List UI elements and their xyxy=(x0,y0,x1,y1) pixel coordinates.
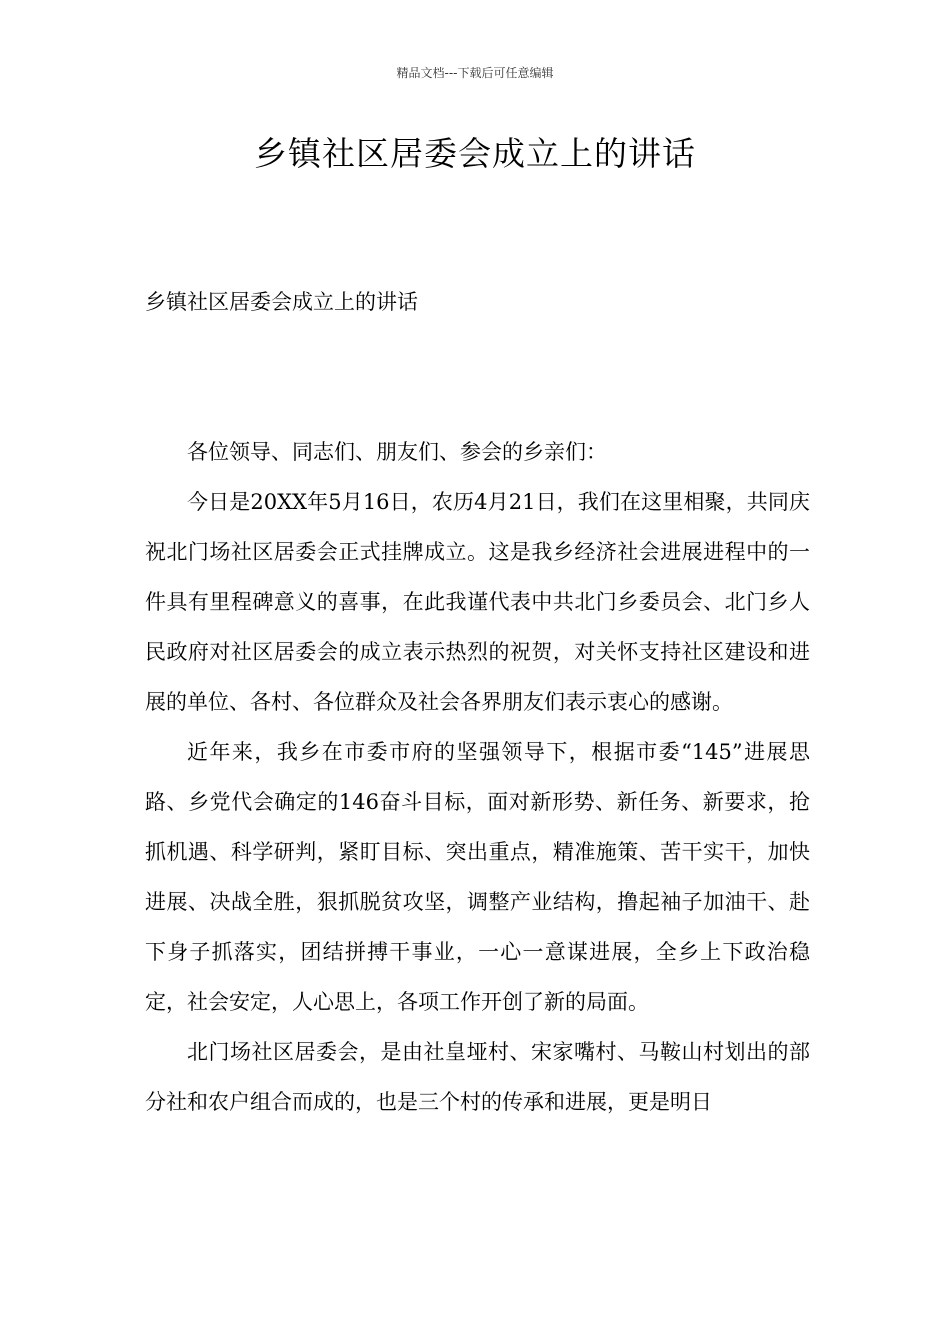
page-title: 乡镇社区居委会成立上的讲话 xyxy=(254,134,696,173)
document-body xyxy=(145,427,810,1127)
paragraph-celebration: 今日是20XX年5月16日，农历4月21日，我们在这里相聚，共同庆祝北门场社区居委会正式挂牌成立。这是我乡经济社会进展进程中的一件具有里程碑意义的喜事，在此我谨代表中共北门乡委员会、北门乡人民政府对社区居委会的成立表示热烈的祝贺，对关怀支持社区建设和进展的单位、各村、各位群众及社会各界朋友们表示衷心的感谢。 xyxy=(145,490,810,714)
paragraph-greeting: 各位领导、同志们、朋友们、参会的乡亲们： xyxy=(187,440,607,464)
document-subtitle: 乡镇社区居委会成立上的讲话 xyxy=(145,290,418,314)
header-note: 精品文档---下载后可任意编辑 xyxy=(396,66,554,80)
paragraph-progress: 近年来，我乡在市委市府的坚强领导下，根据市委“145”进展思路、乡党代会确定的146奋斗目标，面对新形势、新任务、新要求，抢抓机遇、科学研判，紧盯目标、突出重点，精准施策、苦干实干，加快进展、决战全胜，狠抓脱贫攻坚，调整产业结构，撸起袖子加油干、赴下身子抓落实，团结拼搏干事业，一心一意谋进展，全乡上下政治稳定，社会安定，人心思上，各项工作开创了新的局面。 xyxy=(145,740,810,1014)
paragraph-community: 北门场社区居委会，是由社皇垭村、宋家嘴村、马鞍山村划出的部分社和农户组合而成的，也是三个村的传承和进展，更是明日 xyxy=(145,1040,810,1114)
